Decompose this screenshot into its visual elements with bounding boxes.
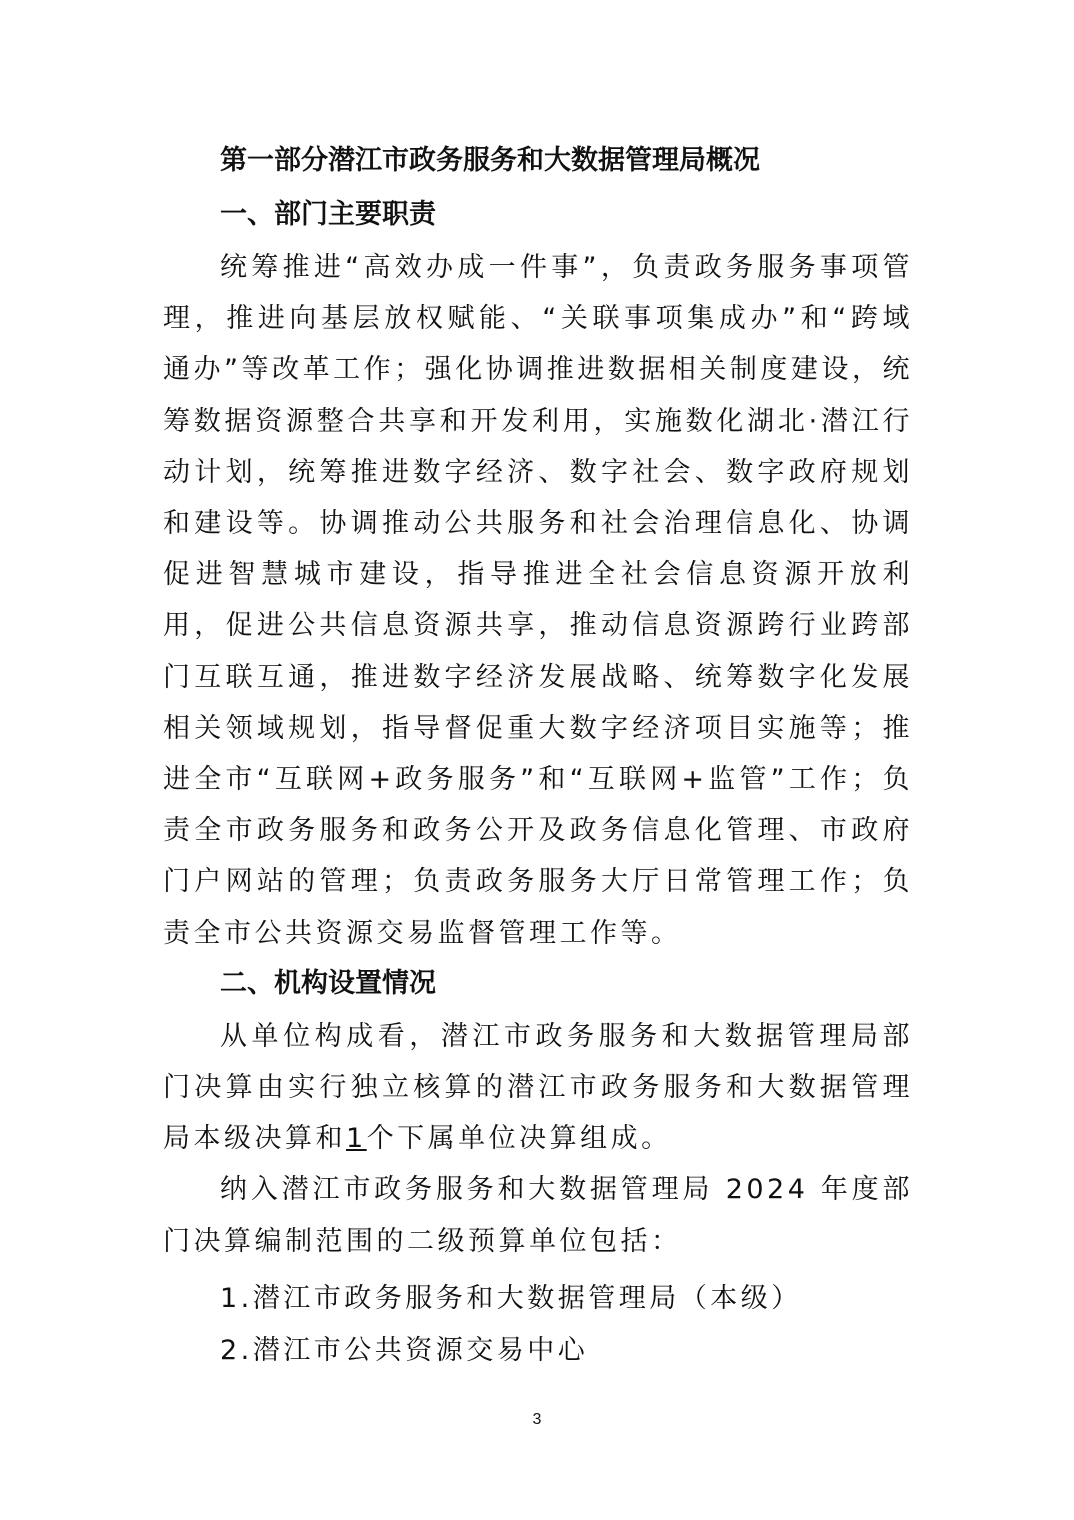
page-number: 3 xyxy=(532,1411,542,1428)
duties-paragraph: 统筹推进“高效办成一件事”，负责政务服务事项管理，推进向基层放权赋能、“关联事项集成办”和“跨域通办”等改革工作；强化协调推进数据相关制度建设，统筹数据资源整合共享和开发利用，实施数化湖北·潜江行动计划，统筹推进数字经济、数字社会、数字政府规划和建设等。协调推动公共服务和社会治理信息化、协调促进智慧城市建设，指导推进全社会信息资源开放利用，促进公共信息资源共享，推动信息资源跨行业跨部门互联互通，推进数字经济发展战略、统筹数字化发展相关领域规划，指导督促重大数字经济项目实施等；推进全市“互联网+政务服务”和“互联网+监管”工作；负责全市政务服务和政务公开及政务信息化管理、市政府门户网站的管理；负责政务服务大厅日常管理工作；负责全市公共资源交易监督管理工作等。 xyxy=(163,252,913,949)
list-item: 1.潜江市政务服务和大数据管理局（本级） xyxy=(220,1282,802,1314)
organization-text-after: 个下属单位决算组成。 xyxy=(366,1123,672,1155)
document-title: 第一部分潜江市政务服务和大数据管理局概况 xyxy=(220,145,760,176)
document-body xyxy=(163,136,913,1377)
organization-text-before: 从单位构成看，潜江市政务服务和大数据管理局部门决算由实行独立核算的潜江市政务服务和大数据管理局本级决算和 xyxy=(163,1020,913,1155)
unit-list xyxy=(163,1273,913,1377)
section-heading-duties: 一、部门主要职责 xyxy=(220,199,436,230)
section-heading-organization: 二、机构设置情况 xyxy=(220,967,436,999)
scope-paragraph: 纳入潜江市政务服务和大数据管理局 2024 年度部门决算编制范围的二级预算单位包括： xyxy=(163,1174,913,1257)
organization-paragraph xyxy=(163,1011,913,1165)
subordinate-unit-count: 1 xyxy=(346,1123,367,1155)
list-item: 2.潜江市公共资源交易中心 xyxy=(220,1334,589,1366)
